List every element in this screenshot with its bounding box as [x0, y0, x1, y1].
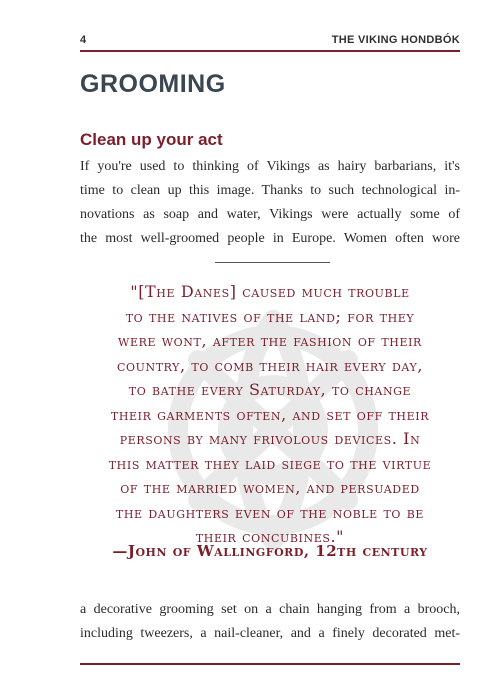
block-quote [80, 280, 460, 550]
quote-line: the daughters even of the noble to be [115, 502, 425, 522]
quote-line: to the natives of the land; for they [125, 306, 415, 326]
quote-line: to bathe every Saturday, to change [128, 380, 412, 399]
quote-line: persons by many frivolous devices. In [119, 429, 421, 448]
running-header [80, 34, 460, 48]
quote-line: of the married women, and persuaded [120, 478, 420, 497]
quote-line: this matter they laid siege to the virtue [108, 453, 432, 473]
quote-line: "[The Danes] caused much trouble [130, 282, 410, 301]
quote-line: country, to comb their hair every day, [116, 355, 424, 375]
body-line: including tweezers, a nail-cleaner, and a finely decorated met- [80, 626, 460, 641]
footer-rule [80, 663, 460, 665]
quote-line: were wont, after the fashion of their [118, 331, 422, 350]
header-rule [80, 50, 460, 52]
body-paragraph-1 [80, 155, 460, 251]
section-title: Clean up your act [80, 130, 223, 149]
quote-divider [215, 262, 330, 263]
book-title: THE VIKING HONDBÓK [331, 34, 460, 46]
quote-line: their garments often, and set off their [110, 404, 430, 424]
body-line: time to clean up this image. Thanks to such technological in- [80, 183, 460, 198]
body-line: If you're used to thinking of Vikings as hairy barbarians, it's [80, 159, 460, 174]
body-line: the most well-groomed people in Europe. Women often wore [80, 231, 460, 246]
body-paragraph-2 [80, 598, 460, 646]
quote-line: their concubines." [195, 527, 345, 546]
body-line: a decorative grooming set on a chain hanging from a brooch, [80, 602, 460, 617]
body-line: novations as soap and water, Vikings were actually some of [80, 207, 460, 222]
page-number: 4 [80, 34, 87, 46]
chapter-title: GROOMING [80, 70, 226, 98]
quote-attribution: —John of Wallingford, 12th century [112, 542, 428, 560]
